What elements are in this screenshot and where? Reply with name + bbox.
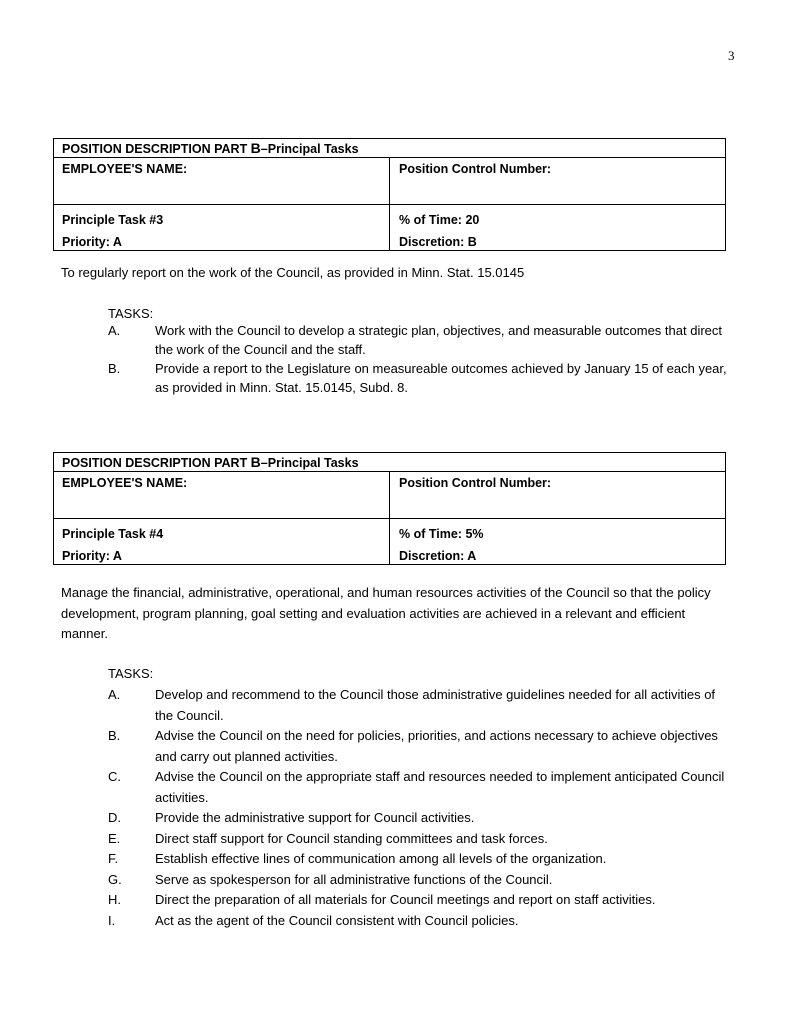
task-text: Advise the Council on the need for policies, priorities, and actions necessary to achieve objectives and carry out planned activities. <box>155 728 718 764</box>
task-item <box>108 911 728 932</box>
box-header <box>54 139 725 158</box>
header-prefix: POSITION DESCRIPTION PART <box>62 142 251 156</box>
task-letter: C. <box>108 769 121 784</box>
section2-intro: Manage the financial, administrative, operational, and human resources activities of the Council so that the policy development, program planning, goal setting and evaluation activities are achieved in a relevant and efficient manner. <box>61 585 711 641</box>
task-text: Provide a report to the Legislature on measureable outcomes achieved by January 15 of each year, as provided in Minn. Stat. 15.0145, Subd. 8. <box>155 361 727 395</box>
section2-tasks-label: TASKS: <box>108 666 154 681</box>
task-text: Advise the Council on the appropriate staff and resources needed to implement anticipated Council activities. <box>155 769 725 805</box>
task-text: Develop and recommend to the Council those administrative guidelines needed for all activities of the Council. <box>155 687 716 723</box>
task-item <box>108 685 728 726</box>
section1-tasks-label: TASKS: <box>108 306 154 321</box>
page-number: 3 <box>728 48 735 63</box>
task-text: Direct the preparation of all materials for Council meetings and report on staff activities. <box>155 892 656 907</box>
task-priority-cell <box>54 205 390 250</box>
task-letter: B. <box>108 728 121 743</box>
task-item <box>108 890 728 911</box>
task-letter: G. <box>108 871 122 887</box>
box-header <box>54 453 725 472</box>
task-item <box>108 829 728 850</box>
header-part: B <box>250 140 261 156</box>
task-letter: A. <box>108 687 121 702</box>
task-letter: B. <box>108 361 121 376</box>
box-row-names <box>54 472 725 519</box>
principle-task-label: Principle Task #3 <box>62 213 164 227</box>
box-row-names <box>54 158 725 205</box>
position-control-label: Position Control Number: <box>399 162 552 176</box>
task-letter: A. <box>108 323 121 338</box>
section1-task-list <box>108 321 728 397</box>
task-letter: I. <box>108 912 116 928</box>
employee-name-label: EMPLOYEE'S NAME: <box>54 472 390 518</box>
task-text: Serve as spokesperson for all administrative functions of the Council. <box>155 871 553 887</box>
header-part: B <box>250 454 261 470</box>
task-text: Provide the administrative support for Council activities. <box>155 810 475 825</box>
position-control-label: Position Control Number: <box>399 476 552 490</box>
header-suffix: –Principal Tasks <box>260 142 359 156</box>
task-text: Work with the Council to develop a strategic plan, objectives, and measurable outcomes that direct the work of the Council and the staff. <box>155 323 723 357</box>
task-letter: E. <box>108 830 121 846</box>
position-description-box-task-4 <box>53 452 726 565</box>
section2-task-list <box>108 685 728 931</box>
time-label: % of Time: 5% <box>399 527 484 541</box>
task-letter: H. <box>108 892 121 907</box>
priority-label: Priority: A <box>62 235 122 249</box>
employee-name-label: EMPLOYEE'S NAME: <box>54 158 390 204</box>
position-description-box-task-3 <box>53 138 726 251</box>
task-priority-cell <box>54 519 390 564</box>
task-item <box>108 870 728 891</box>
section1-intro: To regularly report on the work of the Council, as provided in Minn. Stat. 15.0145 <box>61 265 525 280</box>
task-item <box>108 321 728 359</box>
task-letter: F. <box>108 851 119 866</box>
task-item <box>108 359 728 397</box>
principle-task-label: Principle Task #4 <box>62 527 164 541</box>
priority-label: Priority: A <box>62 549 122 563</box>
header-suffix: –Principal Tasks <box>260 456 359 470</box>
time-discretion-cell <box>390 205 725 250</box>
task-item <box>108 849 728 870</box>
box-row-task <box>54 205 725 250</box>
task-item <box>108 808 728 829</box>
task-text: Direct staff support for Council standing committees and task forces. <box>155 830 548 846</box>
task-text: Establish effective lines of communication among all levels of the organization. <box>155 851 607 866</box>
time-label: % of Time: 20 <box>399 213 480 227</box>
task-text: Act as the agent of the Council consistent with Council policies. <box>155 912 519 928</box>
box-row-task <box>54 519 725 564</box>
header-prefix: POSITION DESCRIPTION PART <box>62 456 251 470</box>
discretion-label: Discretion: B <box>399 235 477 249</box>
task-item <box>108 726 728 767</box>
task-letter: D. <box>108 810 121 825</box>
time-discretion-cell <box>390 519 725 564</box>
task-item <box>108 767 728 808</box>
discretion-label: Discretion: A <box>399 549 477 563</box>
